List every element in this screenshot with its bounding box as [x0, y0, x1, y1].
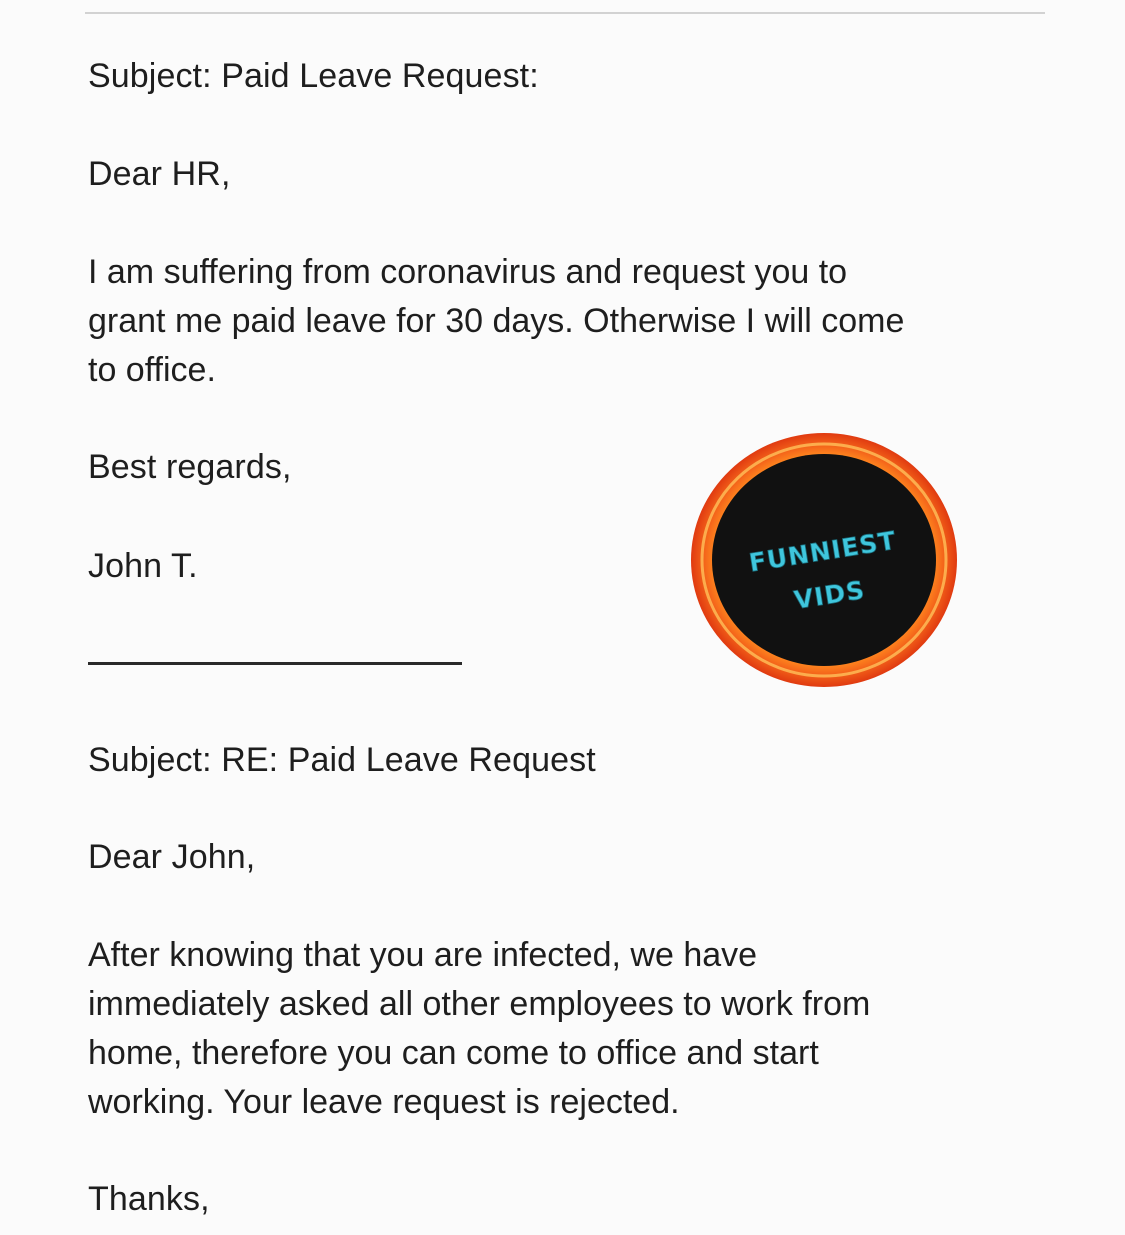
request-body-line: to office.	[88, 351, 216, 389]
signature-divider	[88, 662, 462, 665]
request-body-line: grant me paid leave for 30 days. Otherwise I will come	[88, 302, 905, 340]
watermark-line1: FUNNIEST	[746, 525, 899, 578]
request-body	[88, 248, 1048, 395]
top-divider	[85, 12, 1045, 14]
reply-body-line: home, therefore you can come to office and start	[88, 1034, 819, 1072]
watermark-line2: VIDS	[792, 575, 868, 615]
request-greeting: Dear HR,	[88, 155, 231, 193]
request-closing: Best regards,	[88, 448, 292, 486]
reply-body-line: immediately asked all other employees to work from	[88, 985, 871, 1023]
reply-body-line: After knowing that you are infected, we have	[88, 936, 758, 974]
request-body-line: I am suffering from coronavirus and request you to	[88, 253, 848, 291]
reply-subject: Subject: RE: Paid Leave Request	[88, 741, 596, 779]
reply-closing: Thanks,	[88, 1180, 210, 1218]
reply-body-line: working. Your leave request is rejected.	[88, 1083, 680, 1121]
reply-greeting: Dear John,	[88, 838, 256, 876]
request-subject: Subject: Paid Leave Request:	[88, 57, 539, 95]
funniest-vids-watermark-logo	[690, 432, 958, 688]
request-signature: John T.	[88, 547, 198, 585]
reply-body	[88, 931, 1048, 1127]
